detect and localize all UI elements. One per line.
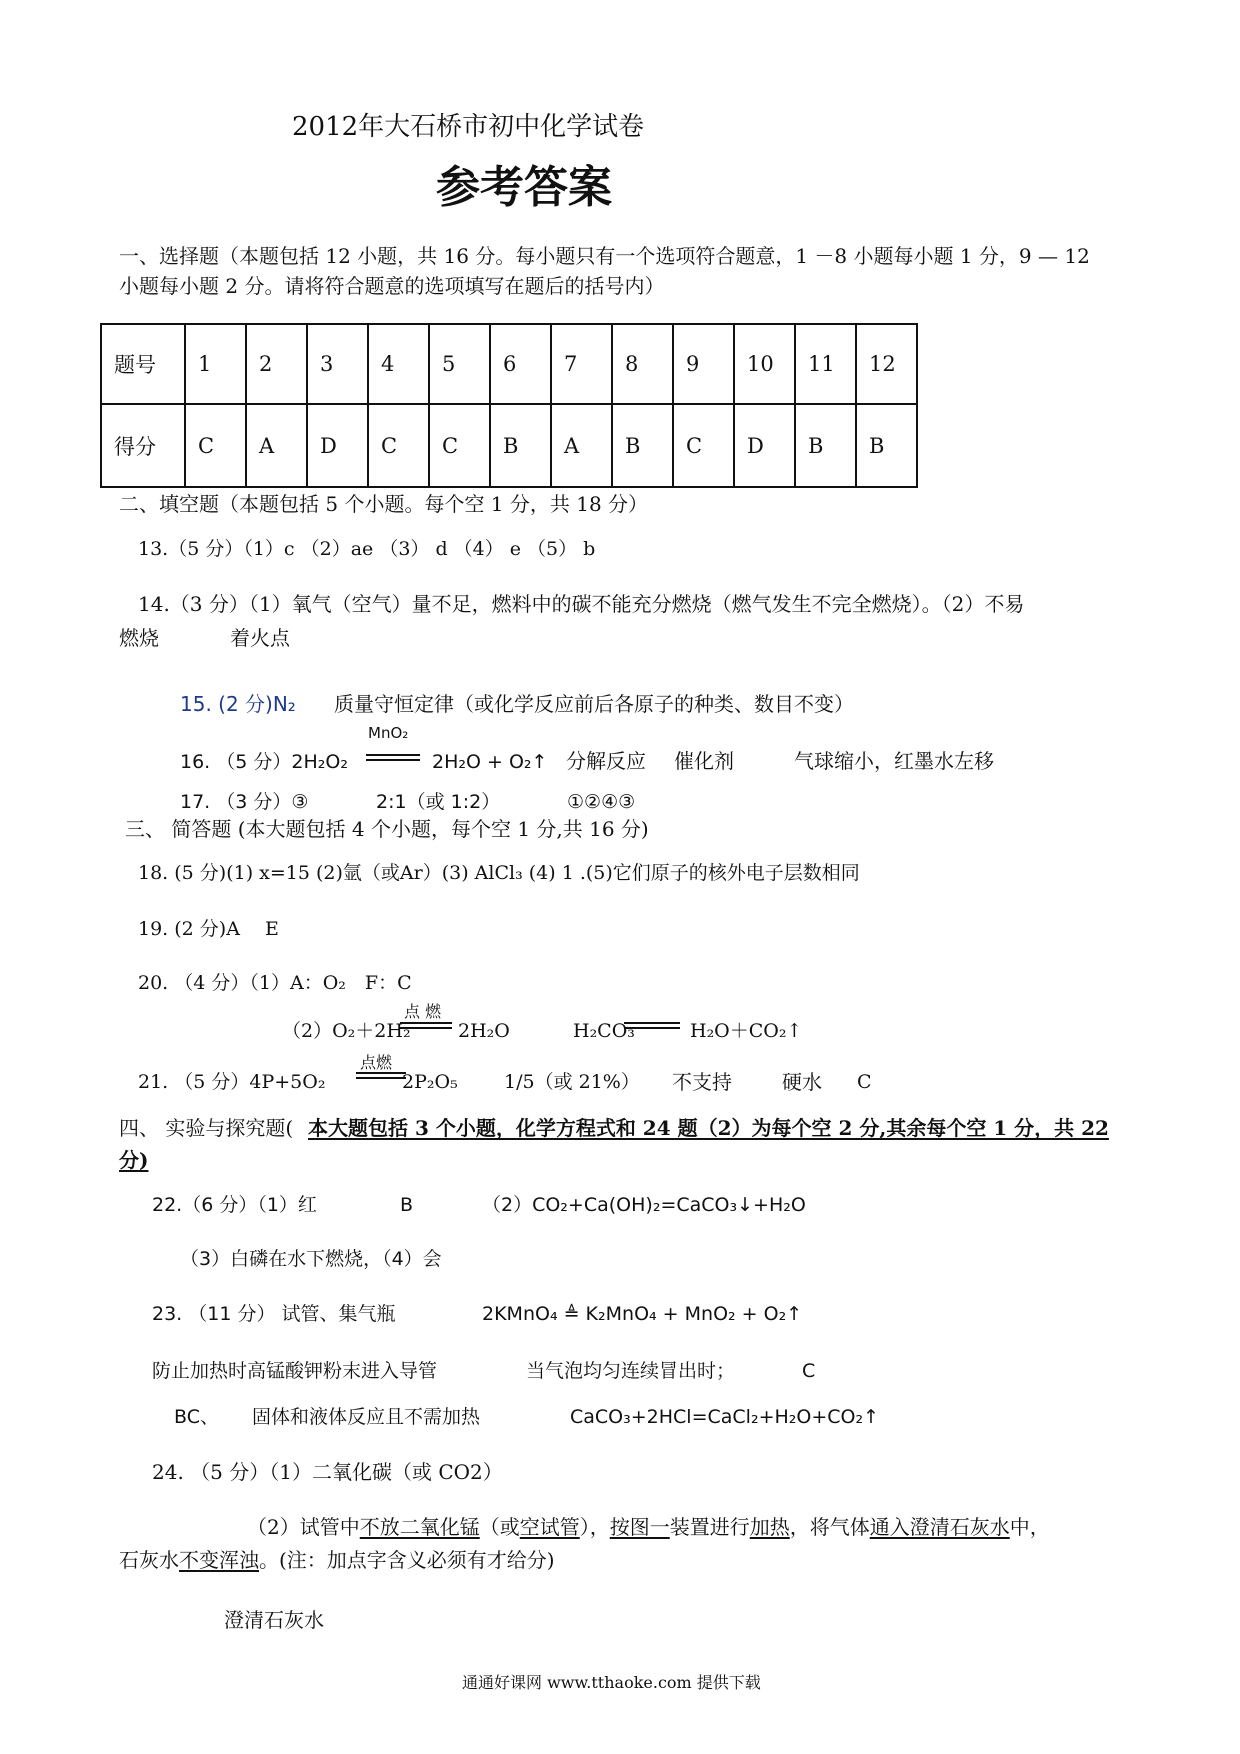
answer-q23-timing: 当气泡均匀连续冒出时； (526, 1360, 736, 1382)
answer-q14-line2a: 燃烧 (119, 626, 159, 650)
answer-q21-reactants: 21. （5 分）4P+5O₂ (138, 1071, 326, 1093)
text-run: ，将气体 (789, 1515, 870, 1539)
table-cell: 9 (673, 324, 734, 404)
table-cell: B (795, 404, 856, 487)
table-cell: 3 (307, 324, 368, 404)
text-run-underlined: 通入澄清石灰水 (869, 1515, 1010, 1539)
text-run: 。(注：加点字含义必须有才给分) (259, 1548, 555, 1572)
table-cell: D (734, 404, 795, 487)
text-run-underlined: 空试管 (519, 1515, 580, 1539)
answer-q22-choice: B (400, 1194, 414, 1216)
answer-q16-reactant: 16. （5 分）2H₂O₂ (180, 751, 348, 773)
answer-q24-line3 (119, 1550, 555, 1570)
answer-q24-line1: 24. （5 分）（1）二氧化碳（或 CO2） (152, 1460, 503, 1484)
answer-q24-extra: 澄清石灰水 (224, 1608, 324, 1632)
table-cell: 6 (490, 324, 551, 404)
section4-heading-prefix: 四、 实验与探究题( (119, 1116, 294, 1140)
condition-ignite-label: 点 燃 (404, 1002, 442, 1021)
table-cell: 1 (185, 324, 246, 404)
answer-q17-ratio: 2:1（或 1:2） (376, 791, 501, 813)
table-cell: B (856, 404, 917, 487)
reaction-equals-sign (624, 1022, 680, 1029)
table-cell: A (246, 404, 307, 487)
answer-q16-type: 分解反应 (566, 749, 646, 773)
answer-q17-order: ①②④③ (567, 791, 636, 813)
table-cell: 10 (734, 324, 795, 404)
answer-q24-line2 (247, 1517, 1050, 1537)
section1-instructions-line1: 一、选择题（本题包括 12 小题，共 16 分。每小题只有一个选项符合题意，1 －8 小题每小题 1 分，9 — 12 (119, 244, 1090, 268)
answer-q21-product: 2P₂O₅ (402, 1071, 458, 1093)
answer-q22-line2: （3）白磷在水下燃烧，（4）会 (180, 1248, 442, 1270)
text-run: （或 (479, 1515, 520, 1539)
text-run-underlined: 不放二氧化锰 (359, 1515, 480, 1539)
table-cell: C (673, 404, 734, 487)
reaction-equals-sign (356, 1072, 406, 1079)
table-cell: 5 (429, 324, 490, 404)
page-title: 参考答案 (436, 162, 612, 213)
answer-q20-decomp-reactant: H₂CO₃ (573, 1020, 635, 1042)
text-run: （2）试管中 (247, 1515, 360, 1539)
text-run: ）， (579, 1515, 610, 1539)
table-cell: 12 (856, 324, 917, 404)
answer-q21-water: 硬水 (782, 1070, 822, 1094)
answer-q21-support: 不支持 (672, 1070, 732, 1094)
text-run-underlined: 按图一 (609, 1515, 670, 1539)
table-row (101, 404, 917, 487)
table-row-header: 题号 (101, 324, 185, 404)
section2-heading: 二、填空题（本题包括 5 个小题。每个空 1 分，共 18 分） (119, 492, 649, 516)
answer-q20-line1: 20. （4 分）（1）A：O₂ F：C (138, 972, 412, 994)
answer-q21-choice: C (857, 1071, 872, 1093)
table-cell: B (612, 404, 673, 487)
table-cell: C (185, 404, 246, 487)
answer-q19: 19. (2 分)A E (138, 918, 279, 940)
section1-instructions-line2: 小题每小题 2 分。请将符合题意的选项填写在题后的括号内） (119, 274, 665, 298)
answer-table (100, 323, 918, 488)
section4-heading-suffix: 分) (119, 1148, 149, 1172)
answer-q23-choice: C (802, 1360, 816, 1382)
answer-q20-product: 2H₂O (458, 1020, 510, 1042)
answer-q22-equation: （2）CO₂+Ca(OH)₂=CaCO₃↓+H₂O (482, 1194, 806, 1216)
answer-q23-equation: 2KMnO₄ ≜ K₂MnO₄ + MnO₂ + O₂↑ (482, 1303, 803, 1325)
answer-q22-color: 22.（6 分）（1）红 (152, 1194, 317, 1216)
answer-q23-purpose: 防止加热时高锰酸钾粉末进入导管 (152, 1360, 438, 1382)
table-cell: 11 (795, 324, 856, 404)
section3-heading: 三、 简答题 (本大题包括 4 个小题，每个空 1 分,共 16 分) (125, 817, 649, 841)
table-cell: 2 (246, 324, 307, 404)
condition-catalyst-label: MnO₂ (368, 724, 409, 742)
exam-title: 2012年大石桥市初中化学试卷 (292, 112, 645, 142)
table-cell: 4 (368, 324, 429, 404)
table-cell: 7 (551, 324, 612, 404)
answer-q13: 13.（5 分）（1）c （2）ae （3） d （4） e （5） b (138, 538, 596, 560)
answer-q23-condition: 固体和液体反应且不需加热 (252, 1406, 481, 1428)
section4-heading-rules: 本大题包括 3 个小题，化学方程式和 24 题（2）为每个空 2 分,其余每个空 1 分，共 22 (308, 1116, 1109, 1140)
table-row-header: 得分 (101, 404, 185, 487)
table-cell: C (368, 404, 429, 487)
answer-q23-equation2: CaCO₃+2HCl=CaCl₂+H₂O+CO₂↑ (570, 1406, 880, 1428)
table-row (101, 324, 917, 404)
table-cell: A (551, 404, 612, 487)
answer-q23-apparatus: 23. （11 分） 试管、集气瓶 (152, 1303, 396, 1325)
answer-q16-phenomenon: 气球缩小，红墨水左移 (794, 749, 994, 773)
answer-q23-devices: BC、 (174, 1406, 219, 1428)
answer-q20-reactants: （2）O₂＋2H₂ (282, 1020, 411, 1042)
answer-q15-law: 质量守恒定律（或化学反应前后各原子的种类、数目不变） (334, 692, 854, 716)
answer-q21-ratio: 1/5（或 21%） (504, 1071, 640, 1093)
table-cell: D (307, 404, 368, 487)
text-run: 石灰水 (119, 1548, 179, 1572)
text-run-underlined: 加热 (749, 1515, 790, 1539)
table-cell: 8 (612, 324, 673, 404)
text-run: 装置进行 (669, 1515, 750, 1539)
reaction-equals-sign (366, 754, 420, 761)
condition-ignite-label: 点燃 (360, 1053, 393, 1072)
answer-q16-role: 催化剂 (674, 749, 734, 773)
footer-source: 通通好课网 www.tthaoke.com 提供下载 (462, 1673, 761, 1692)
answer-q16-product: 2H₂O + O₂↑ (432, 751, 548, 773)
answer-q17: 17. （3 分）③ (180, 791, 309, 813)
text-run-underlined: 不变浑浊 (179, 1548, 259, 1572)
answer-q15: 15. (2 分)N₂ (180, 692, 296, 716)
answer-q14-line2b: 着火点 (230, 626, 290, 650)
reaction-equals-sign (400, 1022, 452, 1029)
text-run: 中， (1009, 1515, 1050, 1539)
answer-q18: 18. (5 分)(1) x=15 (2)氩（或Ar）(3) AlCl₃ (4) 1 .(5)它们原子的核外电子层数相同 (138, 862, 860, 884)
answer-q20-decomp-products: H₂O＋CO₂↑ (690, 1020, 803, 1042)
table-cell: B (490, 404, 551, 487)
answer-q14-line1: 14.（3 分）（1）氧气（空气）量不足，燃料中的碳不能充分燃烧（燃气发生不完全燃烧）。（2）不易 (138, 592, 1025, 616)
table-cell: C (429, 404, 490, 487)
